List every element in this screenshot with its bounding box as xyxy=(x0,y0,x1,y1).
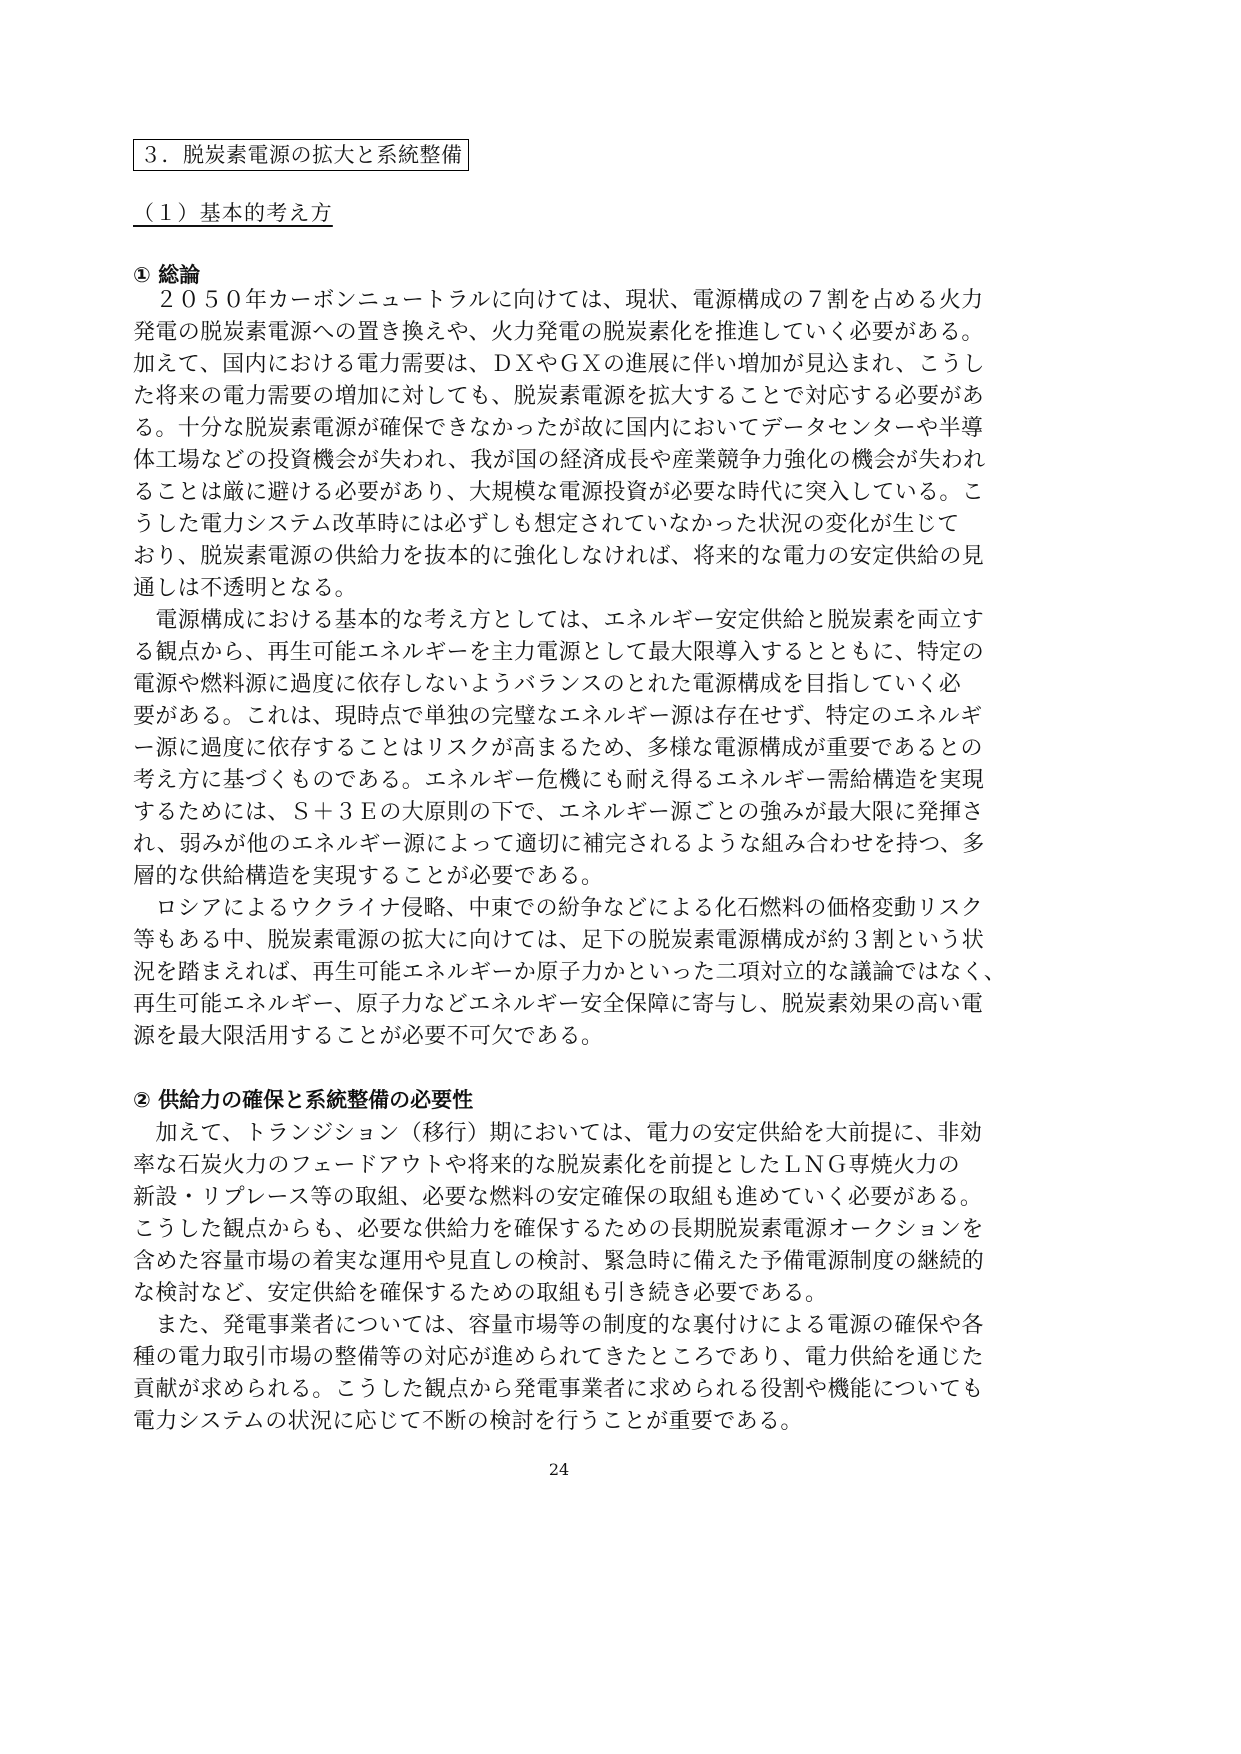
text-line: 加えて、国内における電力需要は、ＤＸやＧＸの進展に伴い増加が見込まれ、こうし xyxy=(133,352,986,377)
text-line: 種の電力取引市場の整備等の対応が進められてきたところであり、電力供給を通じた xyxy=(133,1345,984,1370)
text-line: ロシアによるウクライナ侵略、中東での紛争などによる化石燃料の価格変動リスク xyxy=(155,896,984,921)
text-line: 含めた容量市場の着実な運用や見直しの検討、緊急時に備えた予備電源制度の継続的 xyxy=(133,1249,985,1274)
text-line: な検討など、安定供給を確保するための取組も引き続き必要である。 xyxy=(133,1281,828,1306)
text-line: うした電力システム改革時には必ずしも想定されていなかった状況の変化が生じて xyxy=(133,512,960,537)
text-line: 源を最大限活用することが必要不可欠である。 xyxy=(133,1024,604,1049)
text-line: 発電の脱炭素電源への置き換えや、火力発電の脱炭素化を推進していく必要がある。 xyxy=(133,320,984,345)
paragraph xyxy=(133,1310,1003,1438)
subheading: （１）基本的考え方 xyxy=(133,201,333,225)
section-heading: ３．脱炭素電源の拡大と系統整備 xyxy=(133,139,469,171)
text-line: 電源構成における基本的な考え方としては、エネルギー安定供給と脱炭素を両立す xyxy=(155,608,985,633)
text-line: 新設・リプレース等の取組、必要な燃料の安定確保の取組も進めていく必要がある。 xyxy=(133,1185,983,1210)
text-line: る。十分な脱炭素電源が確保できなかったが故に国内においてデータセンターや半導 xyxy=(133,416,984,441)
text-line: 電源や燃料源に過度に依存しないようバランスのとれた電源構成を目指していく必 xyxy=(133,672,962,697)
text-line: 要がある。これは、現時点で単独の完璧なエネルギー源は存在せず、特定のエネルギ xyxy=(133,704,983,729)
text-line: こうした観点からも、必要な供給力を確保するための長期脱炭素電源オークションを xyxy=(133,1217,984,1242)
paragraph xyxy=(133,893,1007,1053)
paragraph xyxy=(133,605,1003,893)
text-line: 加えて、トランジション（移行）期においては、電力の安定供給を大前提に、非効 xyxy=(155,1121,983,1146)
text-line: る観点から、再生可能エネルギーを主力電源として最大限導入するとともに、特定の xyxy=(133,640,985,665)
text-line: 貢献が求められる。こうした観点から発電事業者に求められる役割や機能についても xyxy=(133,1377,984,1402)
subsection-title: ② 供給力の確保と系統整備の必要性 xyxy=(133,1088,474,1112)
text-line: 考え方に基づくものである。エネルギー危機にも耐え得るエネルギー需給構造を実現 xyxy=(133,768,985,793)
text-line: 再生可能エネルギー、原子力などエネルギー安全保障に寄与し、脱炭素効果の高い電 xyxy=(133,992,984,1017)
text-line: 通しは不透明となる。 xyxy=(133,576,358,601)
text-line: 況を踏まえれば、再生可能エネルギーか原子力かといった二項対立的な議論ではなく、 xyxy=(133,960,1007,985)
page-number: 24 xyxy=(548,1460,570,1479)
subsection-title: ① 総論 xyxy=(133,263,201,287)
paragraph xyxy=(133,1118,1003,1310)
text-line: 体工場などの投資機会が失われ、我が国の経済成長や産業競争力強化の機会が失われ xyxy=(133,448,986,473)
subsection-body xyxy=(133,1118,1003,1438)
text-line: するためには、Ｓ＋３Ｅの大原則の下で、エネルギー源ごとの強みが最大限に発揮さ xyxy=(133,800,984,825)
text-line: れ、弱みが他のエネルギー源によって適切に補完されるような組み合わせを持つ、多 xyxy=(133,832,985,857)
text-line: 層的な供給構造を実現することが必要である。 xyxy=(133,864,604,889)
text-line: ることは厳に避ける必要があり、大規模な電源投資が必要な時代に突入している。こ xyxy=(133,480,985,505)
text-line: ー源に過度に依存することはリスクが高まるため、多様な電源構成が重要であるとの xyxy=(133,736,983,761)
text-line: た将来の電力需要の増加に対しても、脱炭素電源を拡大することで対応する必要があ xyxy=(133,384,985,409)
text-line: 率な石炭火力のフェードアウトや将来的な脱炭素化を前提としたＬＮＧ専焼火力の xyxy=(133,1153,961,1178)
text-line: 等もある中、脱炭素電源の拡大に向けては、足下の脱炭素電源構成が約３割という状 xyxy=(133,928,985,953)
subsection-body xyxy=(133,285,1007,1053)
paragraph xyxy=(133,285,1003,605)
text-line: ２０５０年カーボンニュートラルに向けては、現状、電源構成の７割を占める火力 xyxy=(155,288,984,313)
text-line: 電力システムの状況に応じて不断の検討を行うことが重要である。 xyxy=(133,1409,803,1434)
text-line: おり、脱炭素電源の供給力を抜本的に強化しなければ、将来的な電力の安定供給の見 xyxy=(133,544,985,569)
text-line: また、発電事業者については、容量市場等の制度的な裏付けによる電源の確保や各 xyxy=(155,1313,984,1338)
